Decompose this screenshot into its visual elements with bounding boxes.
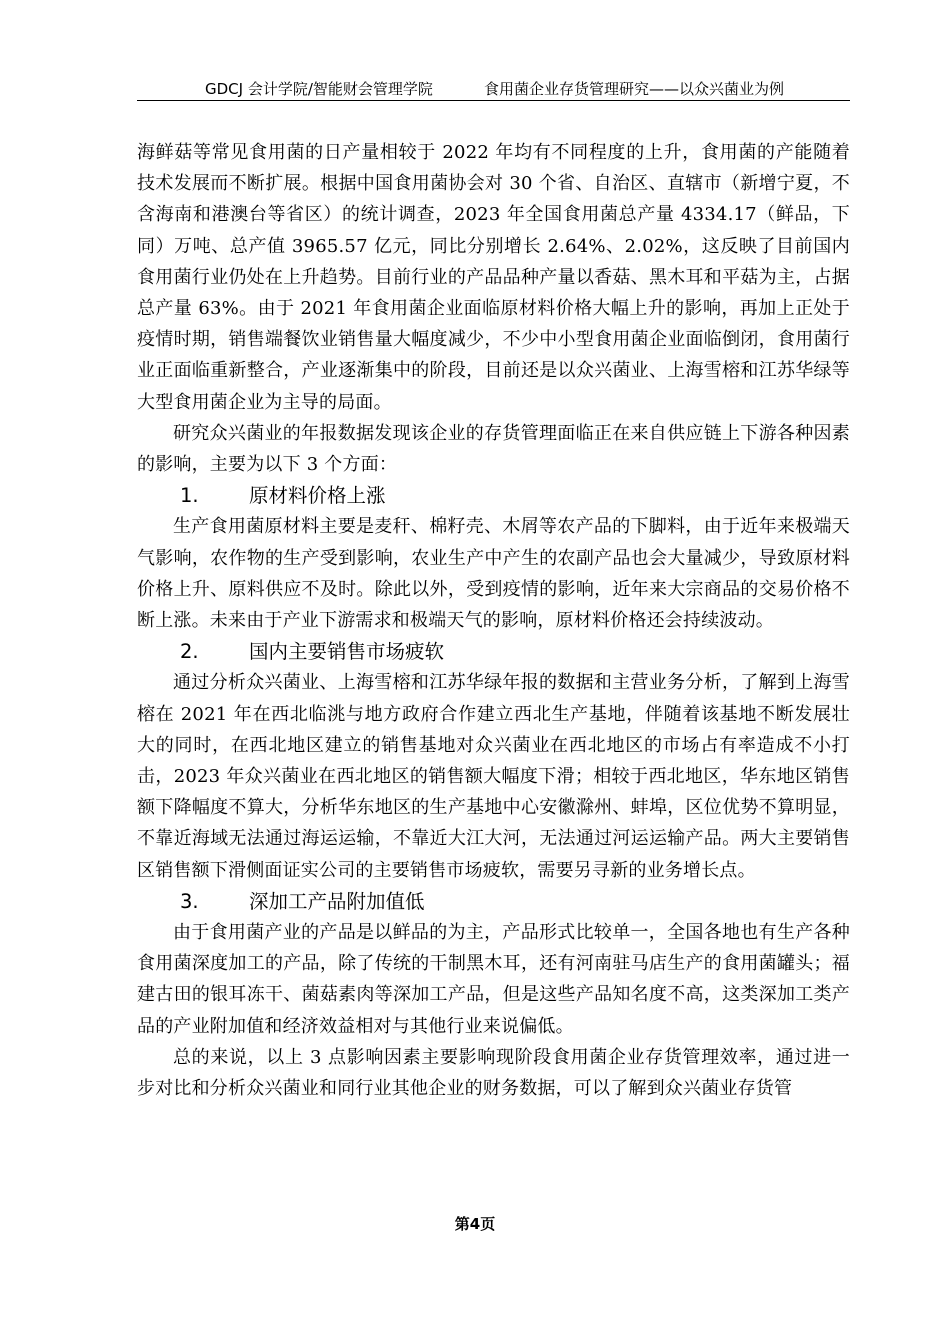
section-number: 2. — [180, 640, 199, 664]
header-paper-title: 食用菌企业存货管理研究——以众兴菌业为例 — [483, 80, 784, 98]
section-number: 1. — [180, 484, 199, 508]
section-heading-2 — [137, 636, 850, 667]
section-title: 深加工产品附加值低 — [249, 889, 425, 913]
header-institution: GDCJ 会计学院/智能财会管理学院 — [205, 80, 433, 98]
paragraph-raw-materials: 生产食用菌原材料主要是麦秆、棉籽壳、木屑等农产品的下脚料，由于近年来极端天气影响，农作物的生产受到影响，农业生产中产生的农副产品也会大量减少，导致原材料价格上升、原料供应不及时。除此以外，受到疫情的影响，近年来大宗商品的交易价格不断上涨。未来由于产业下游需求和极端天气的影响，原材料价格还会持续波动。 — [137, 516, 850, 632]
section-title: 原材料价格上涨 — [249, 484, 386, 508]
section-title: 国内主要销售市场疲软 — [249, 640, 445, 664]
section-number: 3. — [180, 889, 199, 913]
section-heading-3 — [137, 886, 850, 917]
page-header — [137, 76, 850, 100]
paragraph-intro-factors: 研究众兴菌业的年报数据发现该企业的存货管理面临正在来自供应链上下游各种因素的影响，主要为以下 3 个方面： — [137, 422, 850, 476]
paragraph-summary: 总的来说，以上 3 点影响因素主要影响现阶段食用菌企业存货管理效率，通过进一步对比和分析众兴菌业和同行业其他企业的财务数据，可以了解到众兴菌业存货管 — [137, 1046, 850, 1100]
page-body — [137, 137, 850, 1104]
section-heading-1 — [137, 480, 850, 511]
paragraph-sales-market: 通过分析众兴菌业、上海雪榕和江苏华绿年报的数据和主营业务分析，了解到上海雪榕在 2021 年在西北临洮与地方政府合作建立西北生产基地，伴随着该基地不断发展壮大的同时，在西北地区建立的销售基地对众兴菌业在西北地区的市场占有率造成不小打击，2023 年众兴菌业在西北地区的销售额大幅度下滑；相较于西北地区，华东地区销售额下降幅度不算大，分析华东地区的生产基地中心安徽滁州、蚌埠，区位优势不算明显，不靠近海域无法通过海运运输，不靠近大江大河，无法通过河运运输产品。两大主要销售区销售额下滑侧面证实公司的主要销售市场疲软，需要另寻新的业务增长点。 — [137, 672, 850, 881]
header-divider — [137, 100, 850, 101]
paragraph-continued: 海鲜菇等常见食用菌的日产量相较于 2022 年均有不同程度的上升，食用菌的产能随着技术发展而不断扩展。根据中国食用菌协会对 30 个省、自治区、直辖市（新增宁夏，不含海南和港澳台等省区）的统计调查，2023 年全国食用菌总产量 4334.17（鲜品，下同）万吨、总产值 3965.57 亿元，同比分别增长 2.64%、2.02%，这反映了目前国内食用菌行业仍处在上升趋势。目前行业的产品品种产量以香菇、黑木耳和平菇为主，占据总产量 63%。由于 2021 年食用菌企业面临原材料价格大幅上升的影响，再加上正处于疫情时期，销售端餐饮业销售量大幅度减少，不少中小型食用菌企业面临倒闭，食用菌行业正面临重新整合，产业逐渐集中的阶段，目前还是以众兴菌业、上海雪榕和江苏华绿等大型食用菌企业为主导的局面。 — [137, 142, 850, 413]
paragraph-processing: 由于食用菌产业的产品是以鲜品的为主，产品形式比较单一，全国各地也有生产各种食用菌深度加工的产品，除了传统的干制黑木耳，还有河南驻马店生产的食用菌罐头；福建古田的银耳冻干、菌菇素肉等深加工产品，但是这些产品知名度不高，这类深加工类产品的产业附加值和经济效益相对与其他行业来说偏低。 — [137, 922, 850, 1037]
page-number: 第4页 — [454, 1215, 496, 1233]
